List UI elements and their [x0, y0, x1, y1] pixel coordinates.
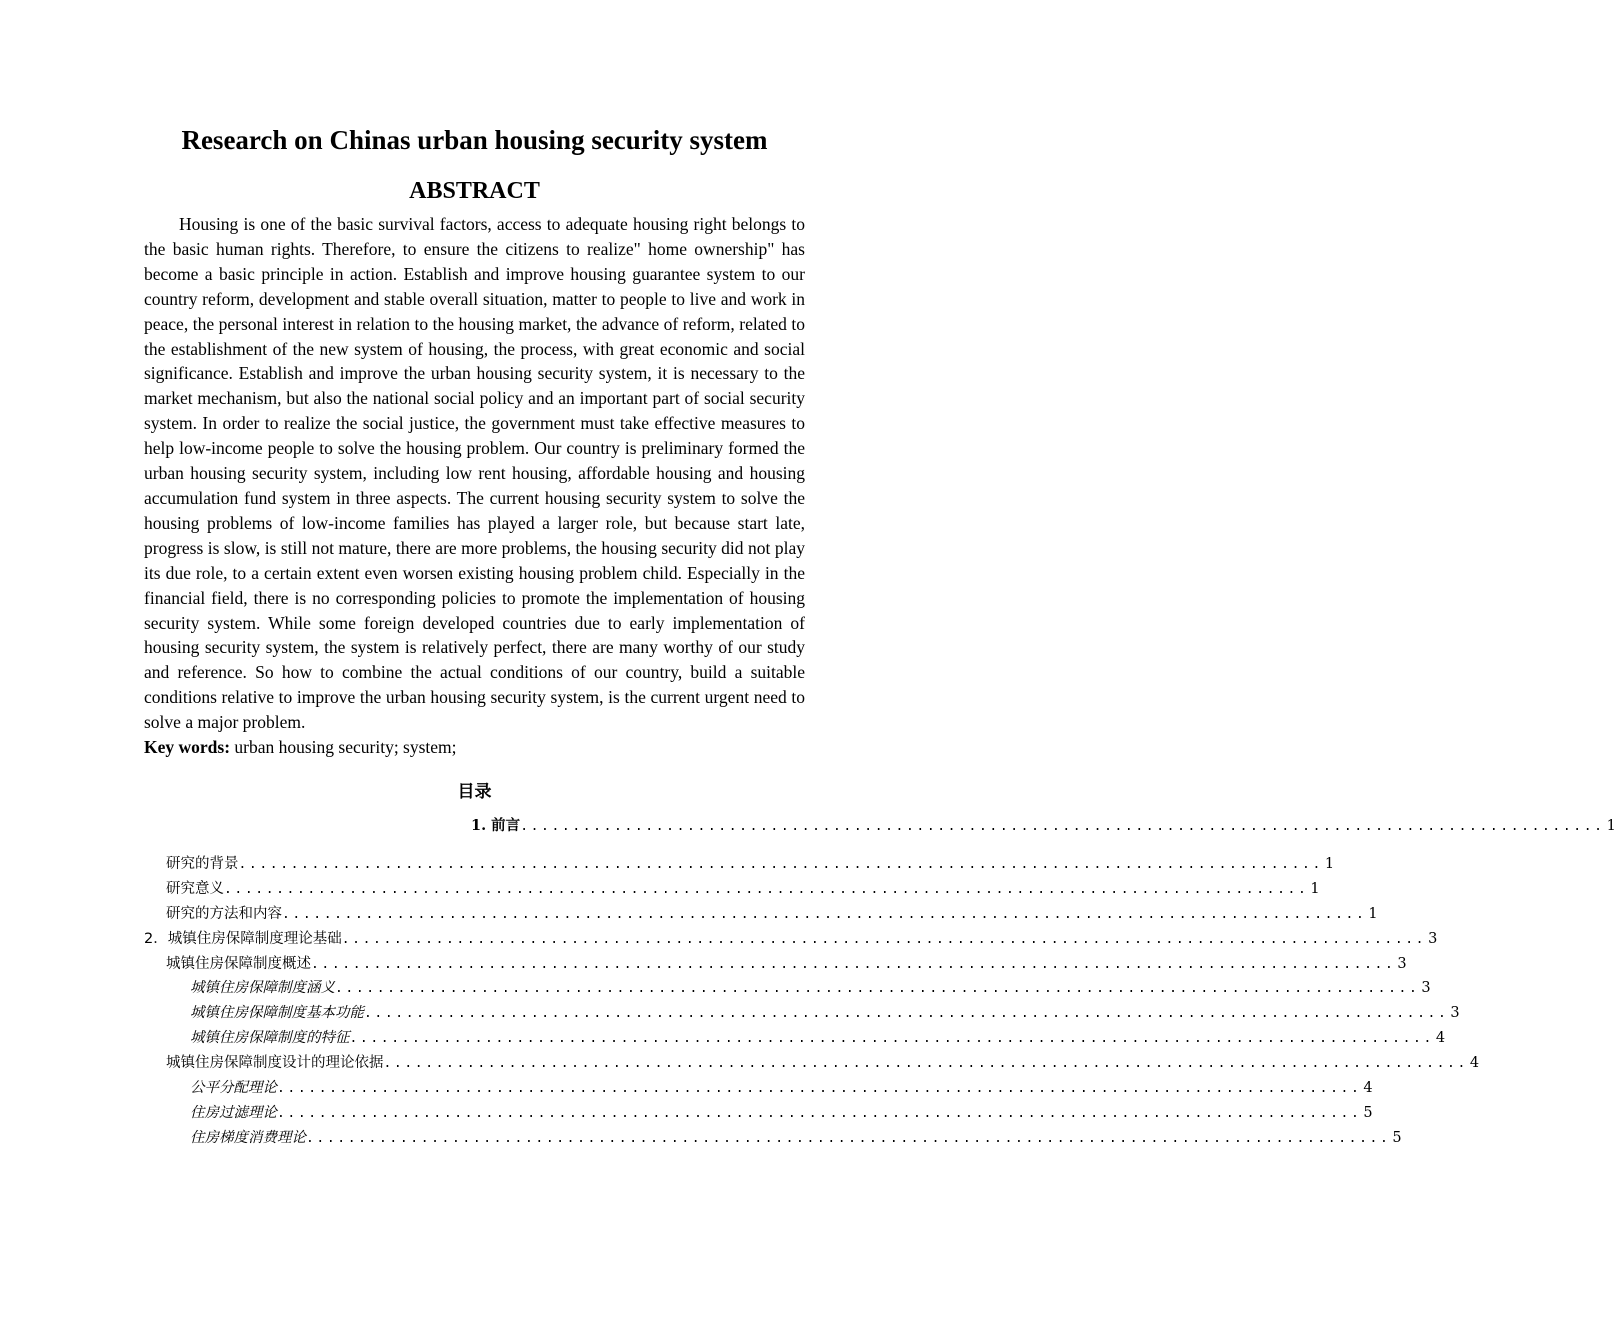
toc-leader-dots: ........................................................................................................ [277, 1105, 1362, 1121]
toc-entry-label: 住房梯度消费理论 [190, 1129, 306, 1146]
toc-entry[interactable] [144, 1051, 1480, 1076]
toc-entry-page: 3 [1428, 930, 1438, 947]
toc-entry-label: 住房过滤理论 [190, 1104, 277, 1121]
toc-leader-dots: ........................................................................................................ [277, 1080, 1362, 1096]
toc-entry-label: 城镇住房保障制度概述 [166, 955, 311, 972]
keywords-value: urban housing security; system; [230, 737, 457, 758]
toc-entry-label: 城镇住房保障制度的特征 [190, 1030, 350, 1047]
toc-entry-label: 研究意义 [166, 880, 224, 897]
toc-entry-page: 1 [1324, 855, 1335, 872]
toc-entry-label: 公平分配理论 [190, 1079, 277, 1096]
toc-leader-dots: ........................................................................................................ [306, 1130, 1391, 1146]
toc-leader-dots: ........................................................................................................ [341, 931, 1427, 947]
toc-entry[interactable] [144, 1001, 1460, 1026]
document-title: Research on Chinas urban housing security system [181, 125, 768, 155]
toc-leader-dots: ........................................................................................................ [311, 956, 1396, 972]
toc-entry-label: 1. 前言 [471, 816, 521, 834]
toc-entry-label: 城镇住房保障制度设计的理论依据 [166, 1055, 384, 1072]
toc-entry-page: 3 [1421, 980, 1431, 997]
table-of-contents [144, 814, 1616, 1151]
toc-title: 目录 [457, 781, 492, 802]
toc-entry[interactable] [144, 902, 1378, 927]
toc-entry-label: 城镇住房保障制度涵义 [190, 980, 335, 997]
toc-leader-dots: ........................................................................................................ [238, 856, 1323, 872]
toc-entry-page: 4 [1363, 1079, 1373, 1096]
toc-entry-page: 4 [1435, 1030, 1446, 1047]
toc-entry[interactable] [144, 852, 1335, 877]
abstract-heading: ABSTRACT [409, 178, 540, 204]
keywords-line [144, 735, 805, 760]
toc-entry-label: 研究的方法和内容 [166, 905, 282, 922]
toc-entry[interactable] [144, 877, 1320, 902]
toc-entry[interactable] [144, 1026, 1446, 1051]
toc-entry[interactable] [144, 976, 1431, 1001]
toc-leader-dots: ........................................................................................................ [224, 881, 1309, 897]
page-content [144, 120, 1616, 1151]
toc-entry-label: 2．城镇住房保障制度理论基础 [144, 930, 342, 947]
toc-entry-page: 1 [1606, 817, 1616, 834]
toc-entry-page: 5 [1363, 1104, 1373, 1121]
toc-entry-page: 1 [1368, 905, 1378, 922]
toc-entry[interactable] [144, 1076, 1373, 1101]
toc-leader-dots: ........................................................................................................ [335, 981, 1420, 997]
keywords-label: Key words: [144, 737, 231, 758]
toc-leader-dots: ........................................................................................................ [349, 1031, 1434, 1047]
toc-entry[interactable] [144, 1101, 1373, 1126]
toc-entry[interactable] [144, 927, 1438, 952]
toc-entry[interactable] [144, 1126, 1402, 1151]
toc-entry-page: 3 [1450, 1005, 1460, 1022]
toc-entry[interactable] [144, 952, 1407, 977]
abstract-body: Housing is one of the basic survival factors, access to adequate housing right belongs to the basic human rights. Therefore, to ensure the citizens to realize" home ownership" has become a basic principle in action. Establish and improve housing guarantee system to our country reform, development and stable overall situation, matter to people to live and work in peace, the personal interest in relation to the housing market, the advance of reform, related to the establishment of the new system of housing, the process, with great economic and social significance. Establish and improve the urban housing security system, it is necessary to the market mechanism, but also the national social policy and an important part of social security system. In order to realize the social justice, the government must take effective measures to help low-income people to solve the housing problem. Our country is preliminary formed the urban housing security system, including low rent housing, affordable housing and housing accumulation fund system in three aspects. The current housing security system to solve the housing problems of low-income families has played a larger role, but because start late, progress is slow, is still not mature, there are more problems, the housing security did not play its due role, to a certain extent even worsen existing housing problem child. Especially in the financial field, there is no corresponding policies to promote the implementation of housing security system. While some foreign developed countries due to early implementation of housing security system, the system is relatively perfect, there are many worthy of our study and reference. So how to combine the actual conditions of our country, build a suitable conditions relative to improve the urban housing security system, is the current urgent need to solve a major problem. [144, 214, 805, 733]
toc-entry[interactable] [471, 814, 1616, 844]
toc-entry-page: 4 [1469, 1055, 1480, 1072]
toc-entry-page: 1 [1310, 880, 1320, 897]
toc-entry-page: 3 [1397, 955, 1407, 972]
toc-leader-dots: ........................................................................................................ [364, 1006, 1449, 1022]
toc-entry-label: 城镇住房保障制度基本功能 [190, 1005, 364, 1022]
toc-leader-dots: ........................................................................................................ [520, 818, 1605, 834]
toc-leader-dots: ........................................................................................................ [282, 906, 1367, 922]
toc-entry-label: 研究的背景 [166, 855, 239, 872]
toc-entry-page: 5 [1392, 1129, 1402, 1146]
toc-leader-dots: ........................................................................................................ [383, 1056, 1468, 1072]
